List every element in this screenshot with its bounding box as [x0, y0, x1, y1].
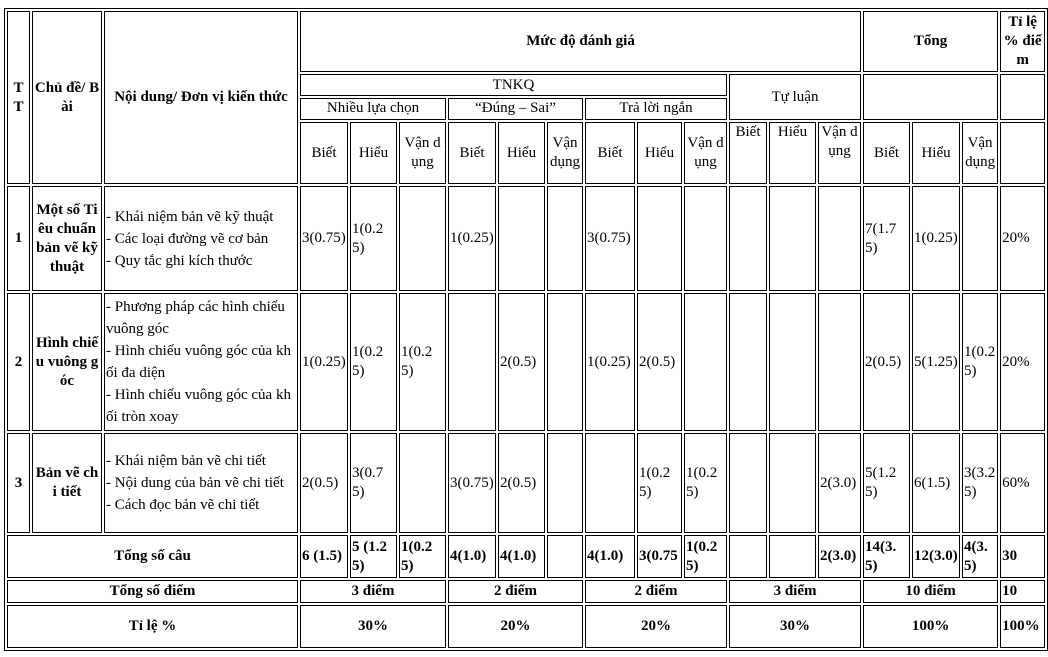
- score-cell: [818, 186, 861, 291]
- total-points-group: 2 điểm: [585, 580, 727, 602]
- score-cell: 2(0.5): [863, 293, 910, 431]
- row-topic: Một số Tiêu chuẩn bản vẽ kỹ thuật: [32, 186, 102, 291]
- row-stt: 1: [7, 186, 30, 291]
- total-points-group: 2 điểm: [448, 580, 583, 602]
- score-cell: 1(0.25): [637, 433, 682, 533]
- header-percent: Tỉ lệ % điểm: [1000, 11, 1045, 72]
- score-cell: [729, 293, 767, 431]
- header-content: Nội dung/ Đơn vị kiến thức: [104, 11, 298, 184]
- ratio-group: 100%: [863, 605, 998, 648]
- score-cell: 2(0.5): [498, 433, 545, 533]
- header-level-1: Hiểu: [350, 122, 397, 185]
- table-row: [7, 293, 1045, 431]
- score-cell: [448, 293, 496, 431]
- header-level-10: Hiểu: [769, 122, 816, 185]
- total-questions-cell: 4(1.0): [585, 535, 635, 578]
- header-true-false: “Đúng – Sai”: [448, 98, 583, 120]
- total-questions-cell: 2(3.0): [818, 535, 861, 578]
- total-points-group: 10 điểm: [863, 580, 998, 602]
- row-stt: 2: [7, 293, 30, 431]
- header-short-answer: Trả lời ngắn: [585, 98, 727, 120]
- content-item: - Hình chiếu vuông góc của khối đa diện: [106, 343, 291, 382]
- score-cell: 1(0.25): [962, 293, 998, 431]
- total-points-label: Tổng số điểm: [7, 580, 298, 602]
- score-cell: 1(0.25): [350, 293, 397, 431]
- header-level-13: Hiểu: [912, 122, 960, 185]
- total-questions-cell: 12(3.0): [912, 535, 960, 578]
- table-row: [7, 433, 1045, 533]
- header-level-11: Vận dụng: [818, 122, 861, 185]
- score-cell: 3(0.75): [448, 433, 496, 533]
- score-cell: 1(0.25): [350, 186, 397, 291]
- score-cell: 1(0.25): [585, 293, 635, 431]
- content-item: - Khái niệm bản vẽ chi tiết: [106, 453, 266, 470]
- row-percent: 20%: [1000, 293, 1045, 431]
- header-multiple-choice: Nhiều lựa chọn: [300, 98, 446, 120]
- score-cell: [962, 186, 998, 291]
- total-questions-cell: 4(1.0): [498, 535, 545, 578]
- ratio-group: 30%: [729, 605, 861, 648]
- header-level-2: Vận dụng: [399, 122, 446, 185]
- total-questions-row: [7, 535, 1045, 578]
- total-questions-percent: 30: [1000, 535, 1045, 578]
- header-essay: Tự luận: [729, 74, 861, 119]
- row-percent: 60%: [1000, 433, 1045, 533]
- total-questions-cell: [729, 535, 767, 578]
- score-cell: 3(3.25): [962, 433, 998, 533]
- score-cell: 1(0.25): [684, 433, 727, 533]
- total-questions-cell: 4(1.0): [448, 535, 496, 578]
- score-cell: [399, 433, 446, 533]
- score-cell: 2(0.5): [300, 433, 348, 533]
- header-level-4: Hiểu: [498, 122, 545, 185]
- assessment-matrix-table: [4, 8, 1048, 651]
- ratio-row: [7, 605, 1045, 648]
- row-percent: 20%: [1000, 186, 1045, 291]
- score-cell: 5(1.25): [912, 293, 960, 431]
- ratio-percent: 100%: [1000, 605, 1045, 648]
- score-cell: [729, 433, 767, 533]
- ratio-group: 20%: [585, 605, 727, 648]
- score-cell: 2(0.5): [498, 293, 545, 431]
- score-cell: [585, 433, 635, 533]
- score-cell: 6(1.5): [912, 433, 960, 533]
- ratio-label: Tỉ lệ %: [7, 605, 298, 648]
- total-questions-cell: [547, 535, 583, 578]
- score-cell: 1(0.25): [399, 293, 446, 431]
- score-cell: [498, 186, 545, 291]
- header-level-12: Biết: [863, 122, 910, 185]
- score-cell: 2(0.5): [637, 293, 682, 431]
- score-cell: 3(0.75): [350, 433, 397, 533]
- score-cell: [637, 186, 682, 291]
- header-assessment-level: Mức độ đánh giá: [300, 11, 861, 72]
- total-questions-cell: 14(3.5): [863, 535, 910, 578]
- ratio-group: 30%: [300, 605, 446, 648]
- total-questions-cell: [769, 535, 816, 578]
- header-total-blank: [863, 74, 998, 119]
- row-topic: Hình chiếu vuông góc: [32, 293, 102, 431]
- total-questions-cell: 3(0.75: [637, 535, 682, 578]
- header-level-3: Biết: [448, 122, 496, 185]
- total-questions-cell: 1(0.25): [399, 535, 446, 578]
- header-level-5: Vận dụng: [547, 122, 583, 185]
- header-level-7: Hiểu: [637, 122, 682, 185]
- total-questions-cell: 5 (1.25): [350, 535, 397, 578]
- header-level-6: Biết: [585, 122, 635, 185]
- row-topic: Bản vẽ chi tiết: [32, 433, 102, 533]
- score-cell: [729, 186, 767, 291]
- content-item: - Khái niệm bản vẽ kỹ thuật: [106, 208, 274, 225]
- header-percent-blank-2: [1000, 122, 1045, 185]
- content-item: - Nội dung của bản vẽ chi tiết: [106, 475, 284, 492]
- content-item: - Các loại đường vẽ cơ bản: [106, 230, 269, 247]
- header-percent-blank: [1000, 74, 1045, 119]
- score-cell: 5(1.25): [863, 433, 910, 533]
- score-cell: [818, 293, 861, 431]
- content-item: - Quy tắc ghi kích thước: [106, 252, 253, 269]
- row-content: [104, 186, 298, 291]
- score-cell: 3(0.75): [300, 186, 348, 291]
- header-level-14: Vận dụng: [962, 122, 998, 185]
- score-cell: [769, 433, 816, 533]
- total-points-percent: 10: [1000, 580, 1045, 602]
- total-questions-label: Tổng số câu: [7, 535, 298, 578]
- header-tnkq: TNKQ: [300, 74, 727, 95]
- content-item: - Cách đọc bản vẽ chi tiết: [106, 497, 260, 514]
- score-cell: 7(1.75): [863, 186, 910, 291]
- row-content: [104, 293, 298, 431]
- score-cell: 1(0.25): [912, 186, 960, 291]
- row-content: [104, 433, 298, 533]
- score-cell: 2(3.0): [818, 433, 861, 533]
- score-cell: [547, 186, 583, 291]
- score-cell: [684, 186, 727, 291]
- score-cell: [684, 293, 727, 431]
- score-cell: 1(0.25): [300, 293, 348, 431]
- header-topic: Chủ đề/ Bài: [32, 11, 102, 184]
- header-level-8: Vận dụng: [684, 122, 727, 185]
- score-cell: [547, 293, 583, 431]
- header-stt: TT: [7, 11, 30, 184]
- row-stt: 3: [7, 433, 30, 533]
- total-questions-cell: 4(3.5): [962, 535, 998, 578]
- score-cell: [769, 293, 816, 431]
- score-cell: 1(0.25): [448, 186, 496, 291]
- table-row: [7, 186, 1045, 291]
- total-questions-cell: 1(0.25): [684, 535, 727, 578]
- header-row-1: [7, 11, 1045, 72]
- header-total: Tổng: [863, 11, 998, 72]
- score-cell: 3(0.75): [585, 186, 635, 291]
- header-level-0: Biết: [300, 122, 348, 185]
- total-points-row: [7, 580, 1045, 602]
- score-cell: [769, 186, 816, 291]
- total-questions-cell: 6 (1.5): [300, 535, 348, 578]
- score-cell: [399, 186, 446, 291]
- score-cell: [547, 433, 583, 533]
- content-item: - Phương pháp các hình chiếu vuông góc: [106, 299, 285, 338]
- header-level-9: Biết: [729, 122, 767, 185]
- ratio-group: 20%: [448, 605, 583, 648]
- content-item: - Hình chiếu vuông góc của khối tròn xoay: [106, 387, 291, 426]
- total-points-group: 3 điểm: [729, 580, 861, 602]
- total-points-group: 3 điểm: [300, 580, 446, 602]
